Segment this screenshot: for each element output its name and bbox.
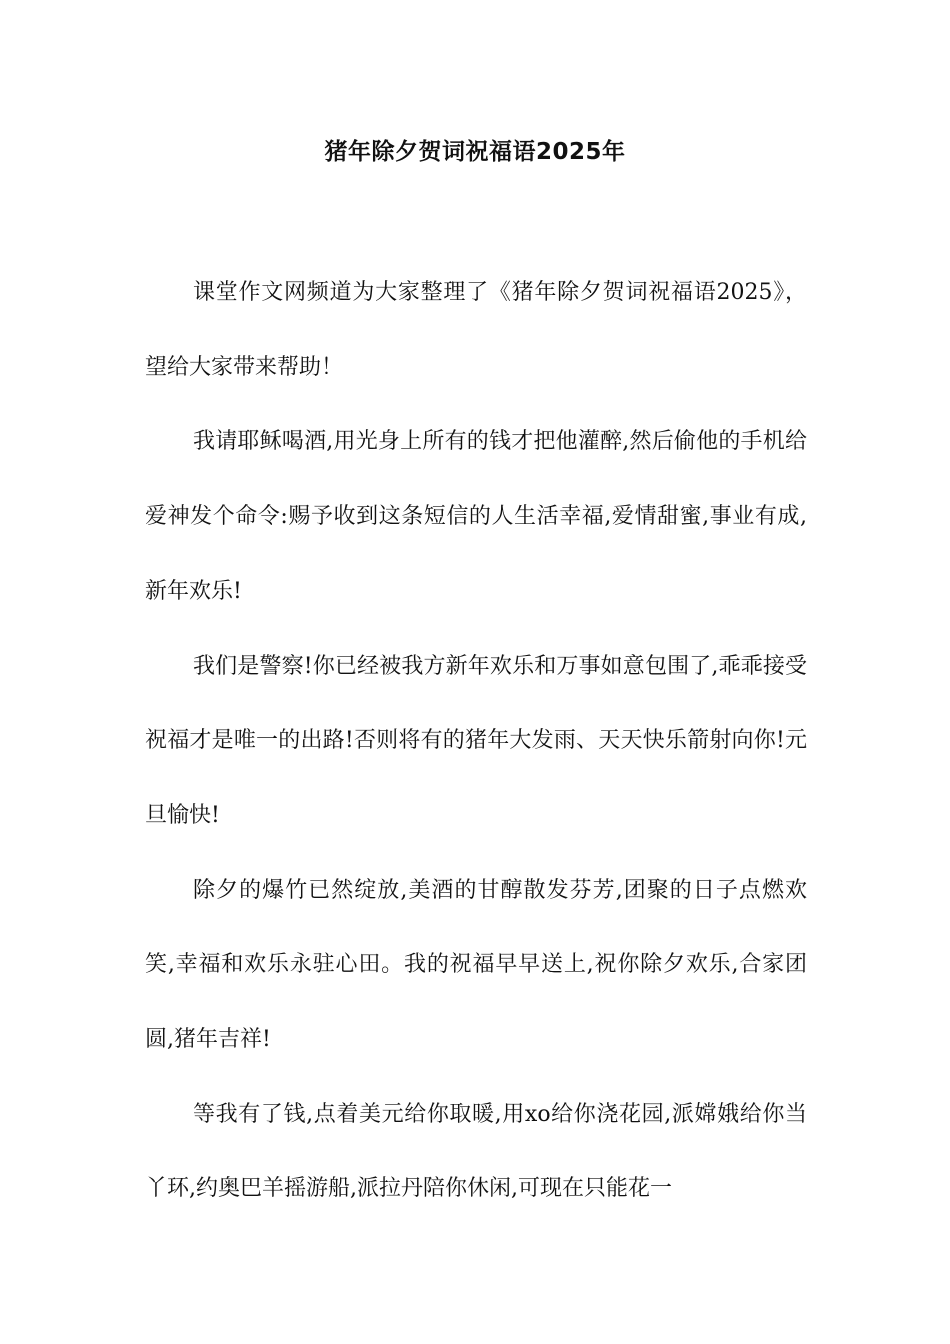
paragraph-blessing-3: 除夕的爆竹已然绽放,美酒的甘醇散发芬芳,团聚的日子点燃欢笑,幸福和欢乐永驻心田。我的祝福早早送上,祝你除夕欢乐,合家团圆,猪年吉祥! [145, 877, 807, 1053]
document-title: 猪年除夕贺词祝福语2025年 [324, 139, 626, 165]
document-body [145, 256, 807, 1227]
paragraph-intro: 课堂作文网频道为大家整理了《猪年除夕贺词祝福语2025》，望给大家带来帮助！ [145, 280, 807, 380]
paragraph-blessing-2: 我们是警察!你已经被我方新年欢乐和万事如意包围了,乖乖接受祝福才是唯一的出路!否则将有的猪年大发雨、天天快乐箭射向你!元旦愉快! [145, 653, 807, 828]
paragraph-blessing-1: 我请耶稣喝酒,用光身上所有的钱才把他灌醉,然后偷他的手机给爱神发个命令:赐予收到这条短信的人生活幸福,爱情甜蜜,事业有成,新年欢乐! [145, 429, 807, 604]
paragraph-blessing-4: 等我有了钱,点着美元给你取暖,用xo给你浇花园,派嫦娥给你当丫环,约奥巴羊摇游船,派拉丹陪你休闲,可现在只能花一 [145, 1101, 807, 1202]
